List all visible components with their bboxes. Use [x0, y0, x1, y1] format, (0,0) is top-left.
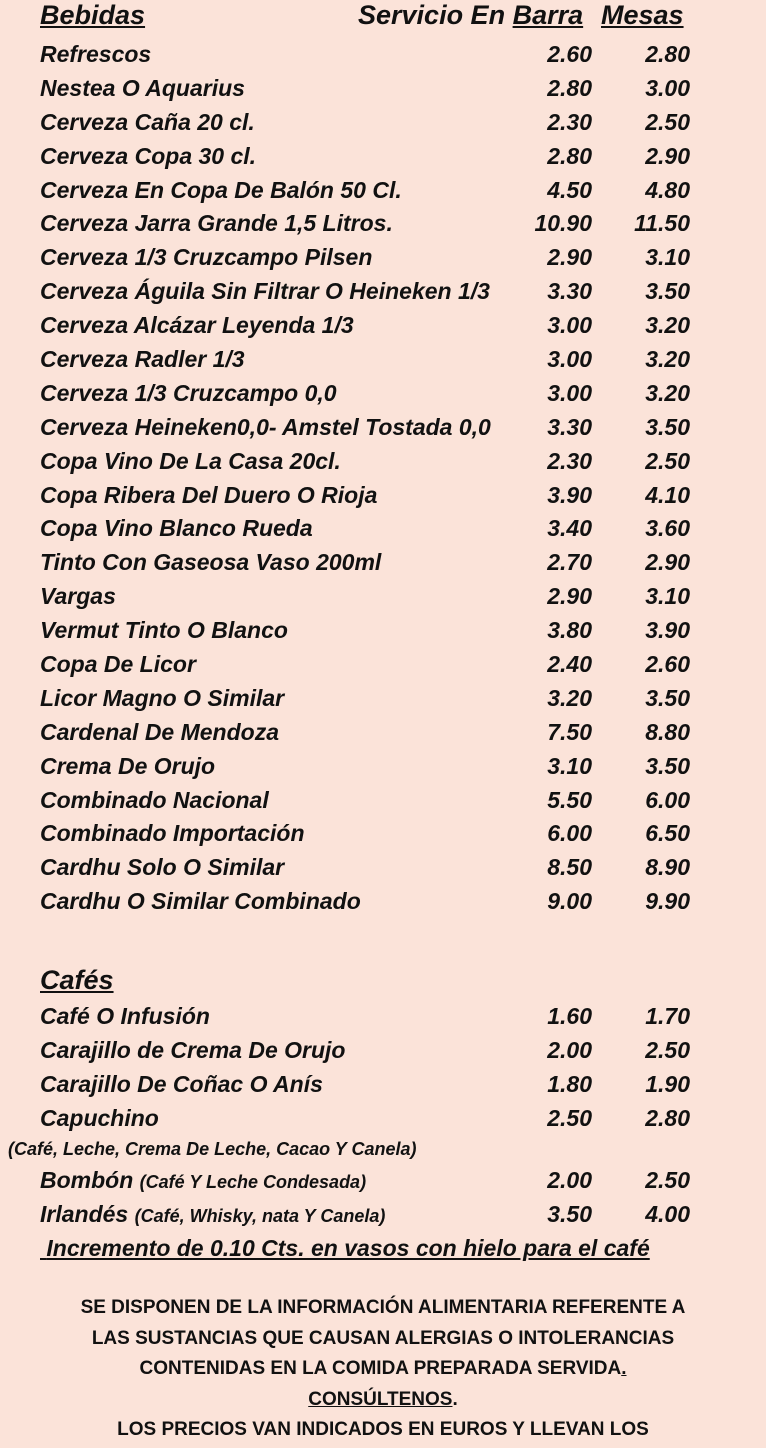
item-name [40, 1068, 323, 1102]
menu-item-row [40, 580, 700, 614]
item-name [40, 1198, 385, 1234]
section-title-cafes: Cafés [40, 965, 114, 995]
menu-item-row [40, 38, 700, 72]
item-name [40, 140, 256, 174]
price-mesas: 1.90 [645, 1070, 690, 1097]
allergen-notice [30, 1293, 736, 1446]
item-name [40, 106, 255, 140]
item-detail: (Café Y Leche Condesada) [139, 1172, 367, 1192]
menu-item-row [40, 1198, 700, 1232]
cafes-extra-list [40, 1164, 700, 1232]
item-name [40, 479, 377, 513]
price-mesas: 3.00 [645, 74, 690, 101]
item-name-text: Vermut Tinto O Blanco [40, 617, 288, 644]
item-name-text: Carajillo de Crema De Orujo [40, 1036, 346, 1063]
cafes-list [40, 1000, 700, 1136]
menu-item-row [40, 377, 700, 411]
price-mesas: 2.80 [645, 41, 690, 67]
ice-increment-note [40, 1232, 650, 1264]
menu-item-row [40, 716, 700, 750]
item-name [40, 580, 116, 614]
item-name-text: Vargas [40, 583, 116, 610]
price-mesas: 3.90 [645, 617, 690, 644]
price-barra: 3.40 [547, 515, 592, 542]
menu-item-row [40, 817, 700, 851]
item-name-text: Cerveza Jarra Grande 1,5 Litros. [40, 210, 393, 237]
item-name [40, 38, 151, 72]
item-name-text: Cerveza En Copa De Balón 50 Cl. [40, 176, 402, 203]
price-barra: 2.50 [547, 1104, 592, 1131]
price-barra: 2.80 [547, 74, 592, 101]
section-title-bebidas: Bebidas [40, 0, 146, 30]
item-name [40, 275, 490, 309]
allergen-line-4-end: . [452, 1388, 458, 1410]
consultenos-text: CONSÚLTENOS [308, 1388, 453, 1410]
item-name [40, 682, 284, 716]
price-mesas: 6.50 [645, 820, 690, 847]
price-mesas: 3.20 [645, 346, 690, 373]
price-mesas: 4.00 [645, 1200, 690, 1227]
item-name [40, 750, 215, 784]
menu-item-row [40, 614, 700, 648]
price-mesas: 3.60 [645, 515, 690, 542]
price-barra: 2.70 [547, 549, 592, 576]
price-mesas: 3.10 [645, 244, 690, 271]
price-mesas: 3.20 [645, 312, 690, 339]
item-name-text: Copa De Licor [40, 651, 196, 678]
menu-item-row [40, 885, 700, 919]
price-mesas: 3.50 [645, 684, 690, 711]
menu-item-row [40, 275, 700, 309]
allergen-line-4 [30, 1385, 736, 1416]
price-barra: 10.90 [534, 210, 592, 237]
item-name-text: Irlandés [40, 1200, 129, 1227]
price-barra: 2.90 [547, 583, 592, 610]
item-name [40, 817, 305, 851]
price-mesas: 1.70 [645, 1003, 690, 1029]
menu-item-row [40, 72, 700, 106]
item-name-text: Capuchino [40, 1104, 159, 1131]
item-name [40, 1164, 366, 1200]
item-name [40, 648, 196, 682]
price-mesas: 4.10 [645, 481, 690, 508]
price-mesas: 2.60 [645, 651, 690, 678]
item-name [40, 614, 288, 648]
price-barra: 2.00 [547, 1036, 592, 1063]
menu-item-row [40, 1034, 700, 1068]
price-mesas: 3.50 [645, 278, 690, 305]
item-name [40, 445, 341, 479]
menu-item-row [40, 309, 700, 343]
item-name-text: Cerveza Radler 1/3 [40, 346, 245, 373]
menu-item-row [40, 851, 700, 885]
column-header-barra [358, 0, 583, 31]
price-barra: 7.50 [547, 718, 592, 745]
column-header-barra-label: Barra [512, 0, 584, 30]
price-mesas: 2.50 [645, 1036, 690, 1063]
item-name [40, 885, 361, 919]
menu-item-row [40, 1102, 700, 1136]
allergen-line-3-end: . [621, 1358, 627, 1379]
item-name [40, 174, 402, 208]
price-mesas: 9.90 [645, 888, 690, 915]
item-name-text: Licor Magno O Similar [40, 684, 285, 711]
price-mesas: 3.10 [645, 583, 690, 610]
price-mesas: 3.50 [645, 752, 690, 779]
menu-item-row [40, 174, 700, 208]
item-name-text: Cardenal De Mendoza [40, 718, 279, 745]
allergen-line-5: LOS PRECIOS VAN INDICADOS EN EUROS Y LLEVAN LOS [117, 1419, 649, 1440]
menu-item-row [40, 343, 700, 377]
price-barra: 3.10 [547, 752, 592, 779]
item-name-text: Cerveza Águila Sin Filtrar O Heineken 1/3 [40, 278, 490, 305]
menu-item-row [40, 682, 700, 716]
menu-item-row [40, 648, 700, 682]
allergen-line-2: LAS SUSTANCIAS QUE CAUSAN ALERGIAS O INTOLERANCIAS [91, 1327, 675, 1349]
price-barra: 3.30 [547, 278, 592, 305]
menu-item-row [40, 512, 700, 546]
item-name [40, 72, 245, 106]
item-name-text: Cerveza 1/3 Cruzcampo Pilsen [40, 244, 373, 271]
item-name-text: Cardhu Solo O Similar [40, 854, 285, 881]
item-name [40, 207, 393, 241]
price-barra: 3.00 [547, 379, 592, 406]
item-name [40, 1000, 210, 1034]
column-header-prefix: Servicio En [358, 0, 506, 30]
item-name-text: Cerveza 1/3 Cruzcampo 0,0 [40, 379, 337, 406]
price-mesas: 6.00 [645, 786, 690, 813]
item-name [40, 784, 269, 818]
item-name [40, 309, 354, 343]
allergen-line-3-text: CONTENIDAS EN LA COMIDA PREPARADA SERVIDA [139, 1358, 622, 1379]
price-mesas: 3.50 [645, 413, 690, 440]
menu-item-row [40, 411, 700, 445]
menu-item-row [40, 546, 700, 580]
column-header-mesas: Mesas [601, 0, 684, 30]
price-mesas: 3.20 [645, 379, 690, 406]
price-barra: 3.80 [547, 617, 592, 644]
price-mesas: 8.80 [645, 718, 690, 745]
price-barra: 2.00 [547, 1167, 592, 1193]
item-name-text: Cerveza Caña 20 cl. [40, 108, 255, 135]
item-name [40, 411, 491, 445]
menu-item-row [40, 140, 700, 174]
item-name-text: Cerveza Alcázar Leyenda 1/3 [40, 312, 354, 339]
item-name [40, 512, 313, 546]
allergen-line-1: SE DISPONEN DE LA INFORMACIÓN ALIMENTARIA REFERENTE A [80, 1297, 686, 1318]
price-barra: 6.00 [547, 820, 592, 847]
price-barra: 2.30 [547, 108, 592, 135]
menu-item-row [40, 784, 700, 818]
item-name-text: Cerveza Copa 30 cl. [40, 142, 257, 169]
bebidas-list [40, 38, 700, 919]
price-barra: 4.50 [547, 176, 592, 203]
price-mesas: 2.50 [645, 447, 690, 474]
price-mesas: 2.80 [645, 1104, 690, 1131]
item-name [40, 241, 372, 275]
price-barra: 1.60 [547, 1003, 592, 1029]
menu-item-row [40, 1068, 700, 1102]
capuchino-note: (Café, Leche, Crema De Leche, Cacao Y Canela) [8, 1139, 417, 1159]
item-name-text: Bombón [40, 1167, 134, 1193]
allergen-line-3 [30, 1354, 736, 1385]
item-name-text: Copa Vino Blanco Rueda [40, 515, 313, 542]
item-name-text: Copa Ribera Del Duero O Rioja [40, 481, 378, 508]
price-barra: 3.20 [547, 684, 592, 711]
item-name-text: Tinto Con Gaseosa Vaso 200ml [40, 549, 382, 576]
menu-item-row [40, 445, 700, 479]
price-barra: 3.00 [547, 312, 592, 339]
item-name-text: Nestea O Aquarius [40, 74, 245, 101]
menu-item-row [40, 106, 700, 140]
menu-item-row [40, 479, 700, 513]
price-barra: 8.50 [547, 854, 592, 881]
item-name-text: Combinado Nacional [40, 786, 269, 813]
price-barra: 2.60 [547, 41, 592, 67]
item-name [40, 851, 284, 885]
item-name [40, 716, 279, 750]
item-name-text: Café O Infusión [40, 1003, 210, 1029]
price-barra: 2.40 [547, 651, 592, 678]
item-name-text: Crema De Orujo [40, 752, 216, 779]
menu-item-row [40, 241, 700, 275]
price-mesas: 8.90 [645, 854, 690, 881]
item-name [40, 546, 381, 580]
item-name [40, 1034, 345, 1068]
price-barra: 5.50 [547, 786, 592, 813]
menu-item-row [40, 1164, 700, 1198]
menu-item-row [40, 750, 700, 784]
item-detail: (Café, Whisky, nata Y Canela) [134, 1205, 386, 1226]
price-barra: 3.30 [547, 413, 592, 440]
price-barra: 2.80 [547, 142, 592, 169]
price-mesas: 2.90 [645, 549, 690, 576]
item-name-text: Combinado Importación [40, 820, 305, 847]
item-name [40, 377, 337, 411]
item-name-text: Cerveza Heineken0,0- Amstel Tostada 0,0 [40, 413, 491, 440]
price-barra: 3.50 [547, 1200, 592, 1227]
item-name-text: Copa Vino De La Casa 20cl. [40, 447, 341, 474]
price-mesas: 11.50 [634, 210, 690, 237]
price-mesas: 2.90 [645, 142, 690, 169]
item-name-text: Carajillo De Coñac O Anís [40, 1070, 323, 1097]
price-barra: 2.30 [547, 447, 592, 474]
item-name [40, 343, 245, 377]
price-mesas: 2.50 [645, 1167, 690, 1193]
ice-increment-text: Incremento de 0.10 Cts. en vasos con hielo para el café [46, 1235, 650, 1261]
price-barra: 3.90 [547, 481, 592, 508]
price-mesas: 2.50 [645, 108, 690, 135]
menu-item-row [40, 207, 700, 241]
price-barra: 9.00 [547, 888, 592, 915]
price-mesas: 4.80 [645, 176, 690, 203]
price-barra: 2.90 [547, 244, 592, 271]
item-name [40, 1102, 159, 1136]
menu-item-row [40, 1000, 700, 1034]
item-name-text: Cardhu O Similar Combinado [40, 888, 361, 915]
item-name-text: Refrescos [40, 41, 152, 67]
price-barra: 1.80 [547, 1070, 592, 1097]
price-barra: 3.00 [547, 346, 592, 373]
